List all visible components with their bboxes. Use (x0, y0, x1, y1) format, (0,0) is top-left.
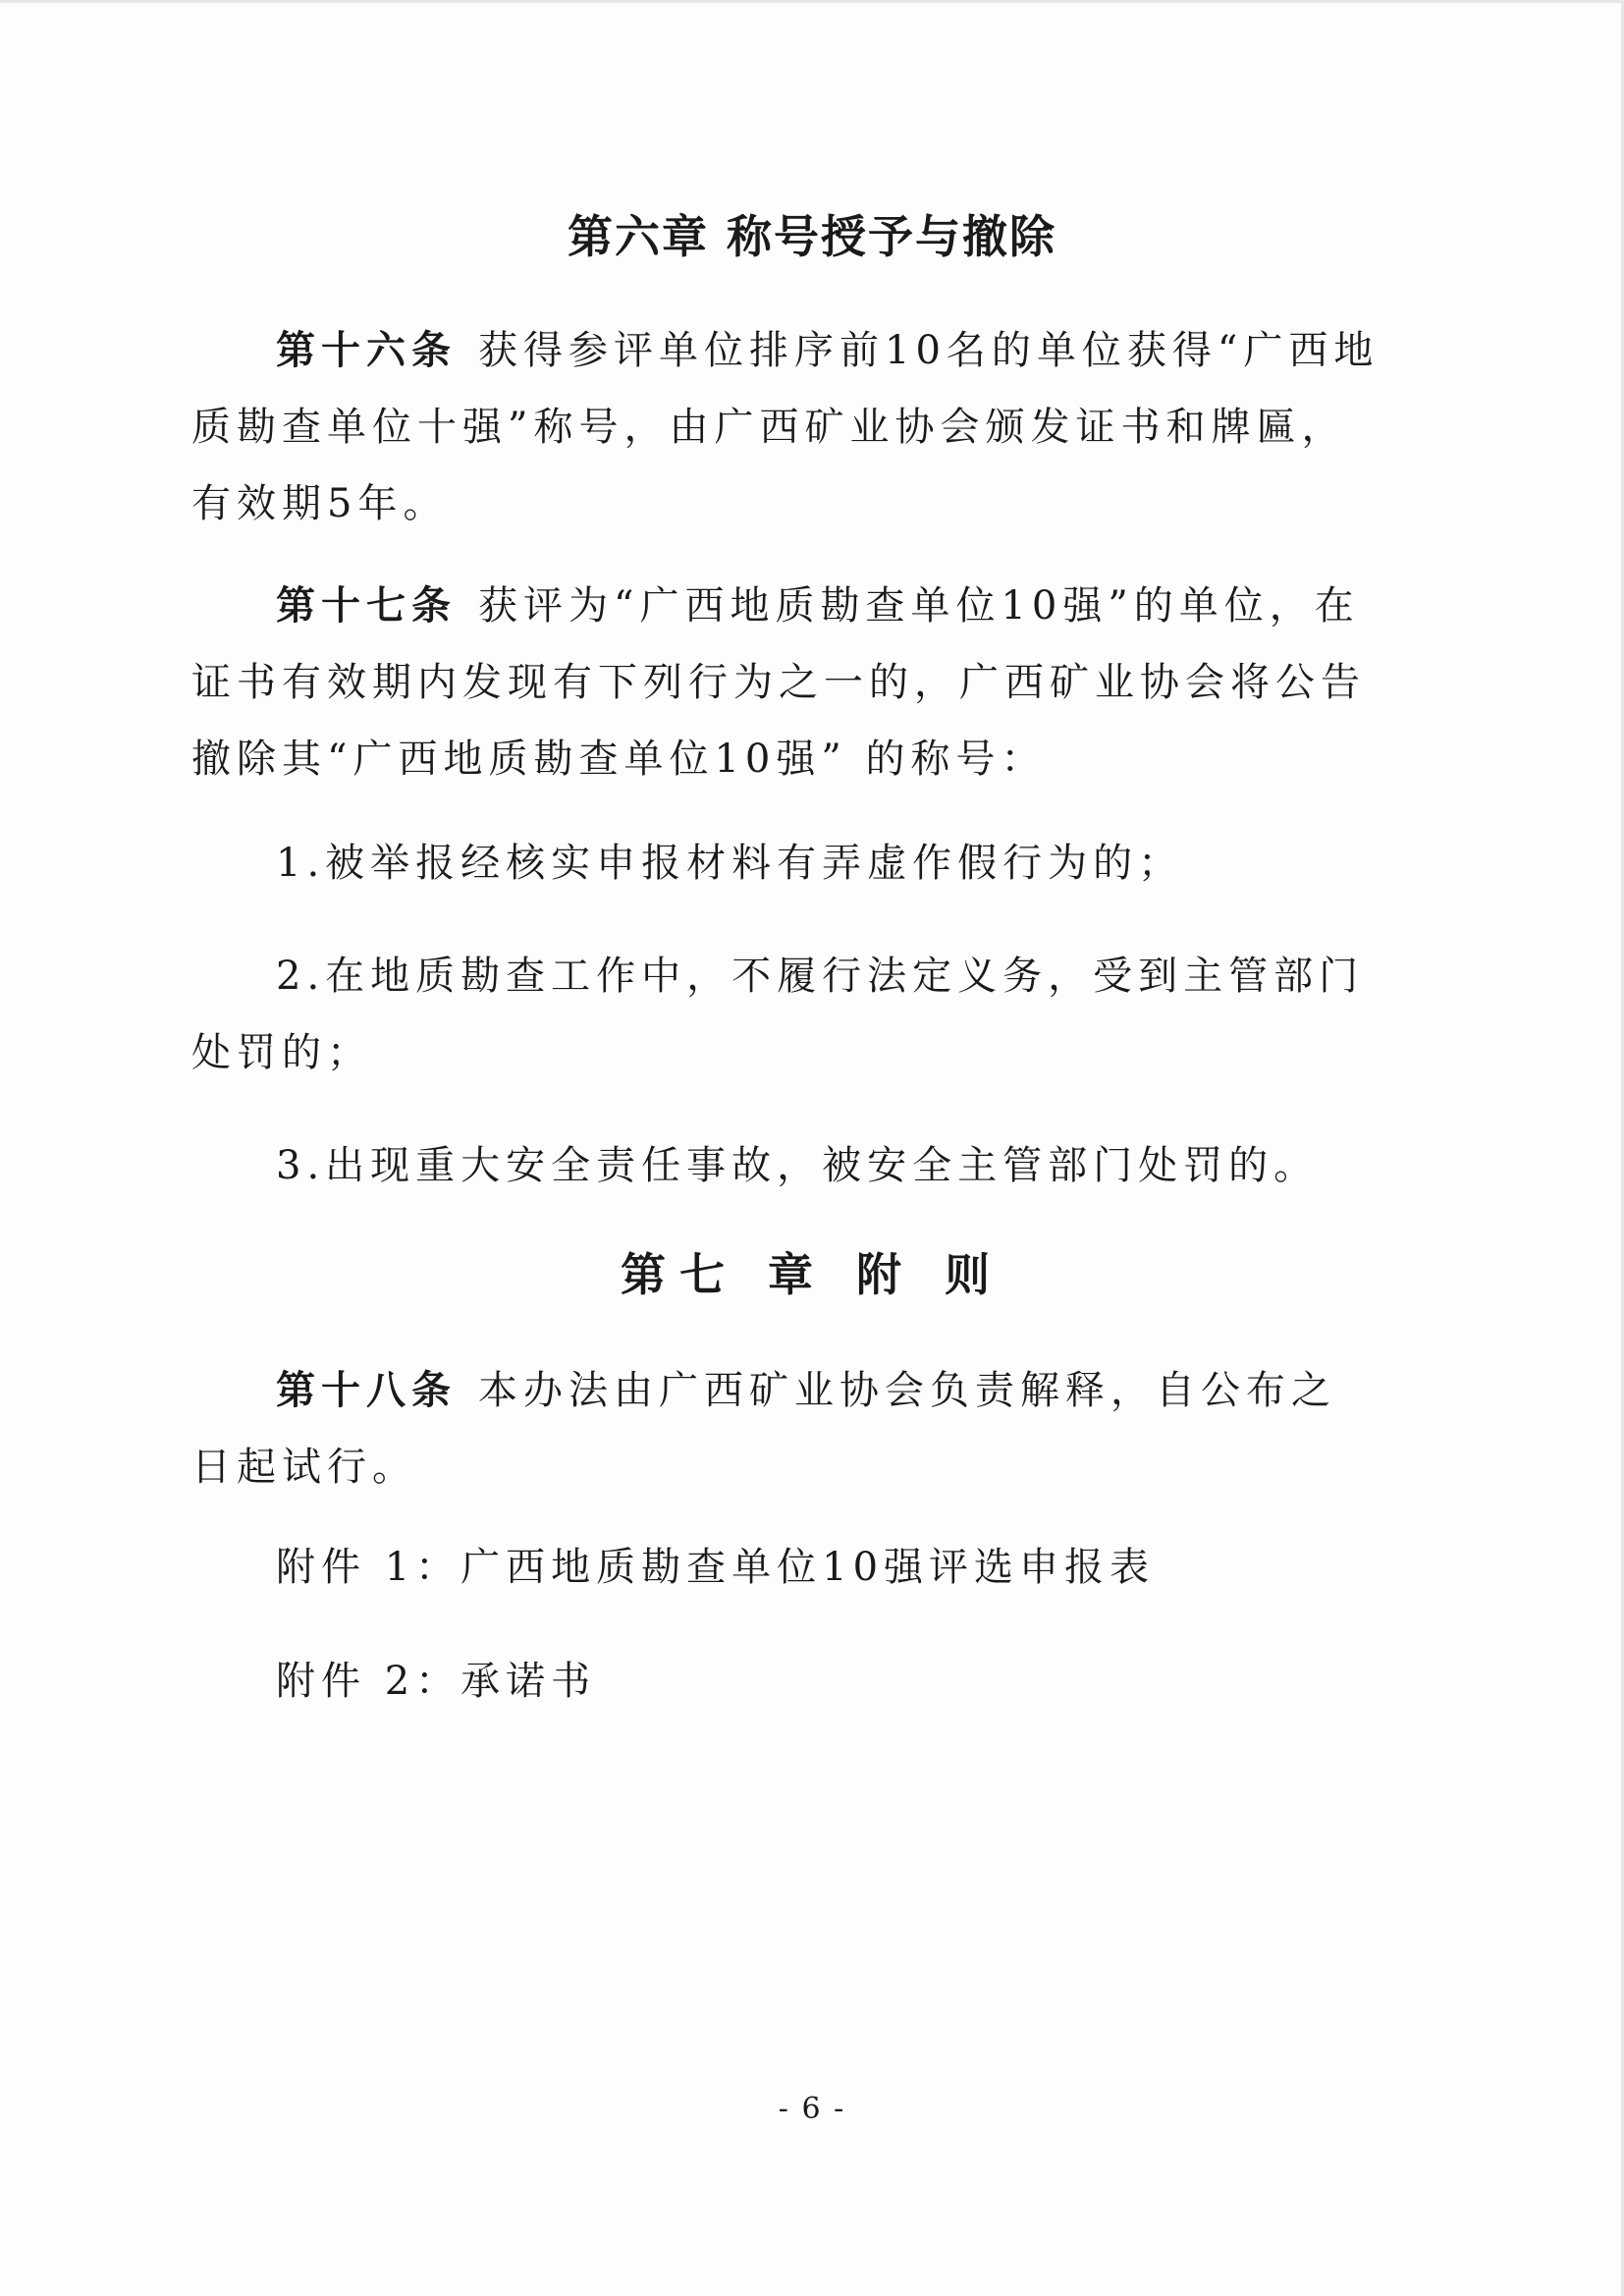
article-18-label: 第十八条 (276, 1368, 457, 1413)
chapter-7-title: 第七 章 附 则 (620, 1248, 1004, 1301)
article-17 (191, 568, 1380, 797)
chapter-6-title: 第六章 称号授予与撤除 (567, 210, 1056, 263)
article-17-item-2: 2.在地质勘查工作中，不履行法定义务，受到主管部门处罚的； (191, 954, 1365, 1075)
article-16-label: 第十六条 (276, 328, 457, 373)
article-17-label: 第十七条 (276, 583, 457, 629)
attachment-2: 附件 2：承诺书 (276, 1659, 597, 1704)
attachment-1: 附件 1：广西地质勘查单位10强评选申报表 (276, 1545, 1156, 1590)
article-18 (191, 1352, 1380, 1505)
article-16 (191, 312, 1380, 542)
article-17-item-1: 1.被举报经核实申报材料有弄虚作假行为的； (276, 841, 1184, 886)
page-number: - 6 - (778, 2092, 846, 2126)
article-17-item-3: 3.出现重大安全责任事故，被安全主管部门处罚的。 (276, 1143, 1320, 1188)
article-18-text: 本办法由广西矿业协会负责解释，自公布之日起试行。 (191, 1368, 1336, 1490)
article-16-text: 获得参评单位排序前10名的单位获得“广西地质勘查单位十强”称号，由广西矿业协会颁发证书和牌匾，有效期5年。 (191, 328, 1380, 526)
scan-edge-top (0, 0, 1624, 3)
article-17-text: 获评为“广西地质勘查单位10强”的单位，在证书有效期内发现有下列行为之一的，广西矿业协会将公告撤除其“广西地质勘查单位10强” 的称号： (191, 583, 1366, 782)
